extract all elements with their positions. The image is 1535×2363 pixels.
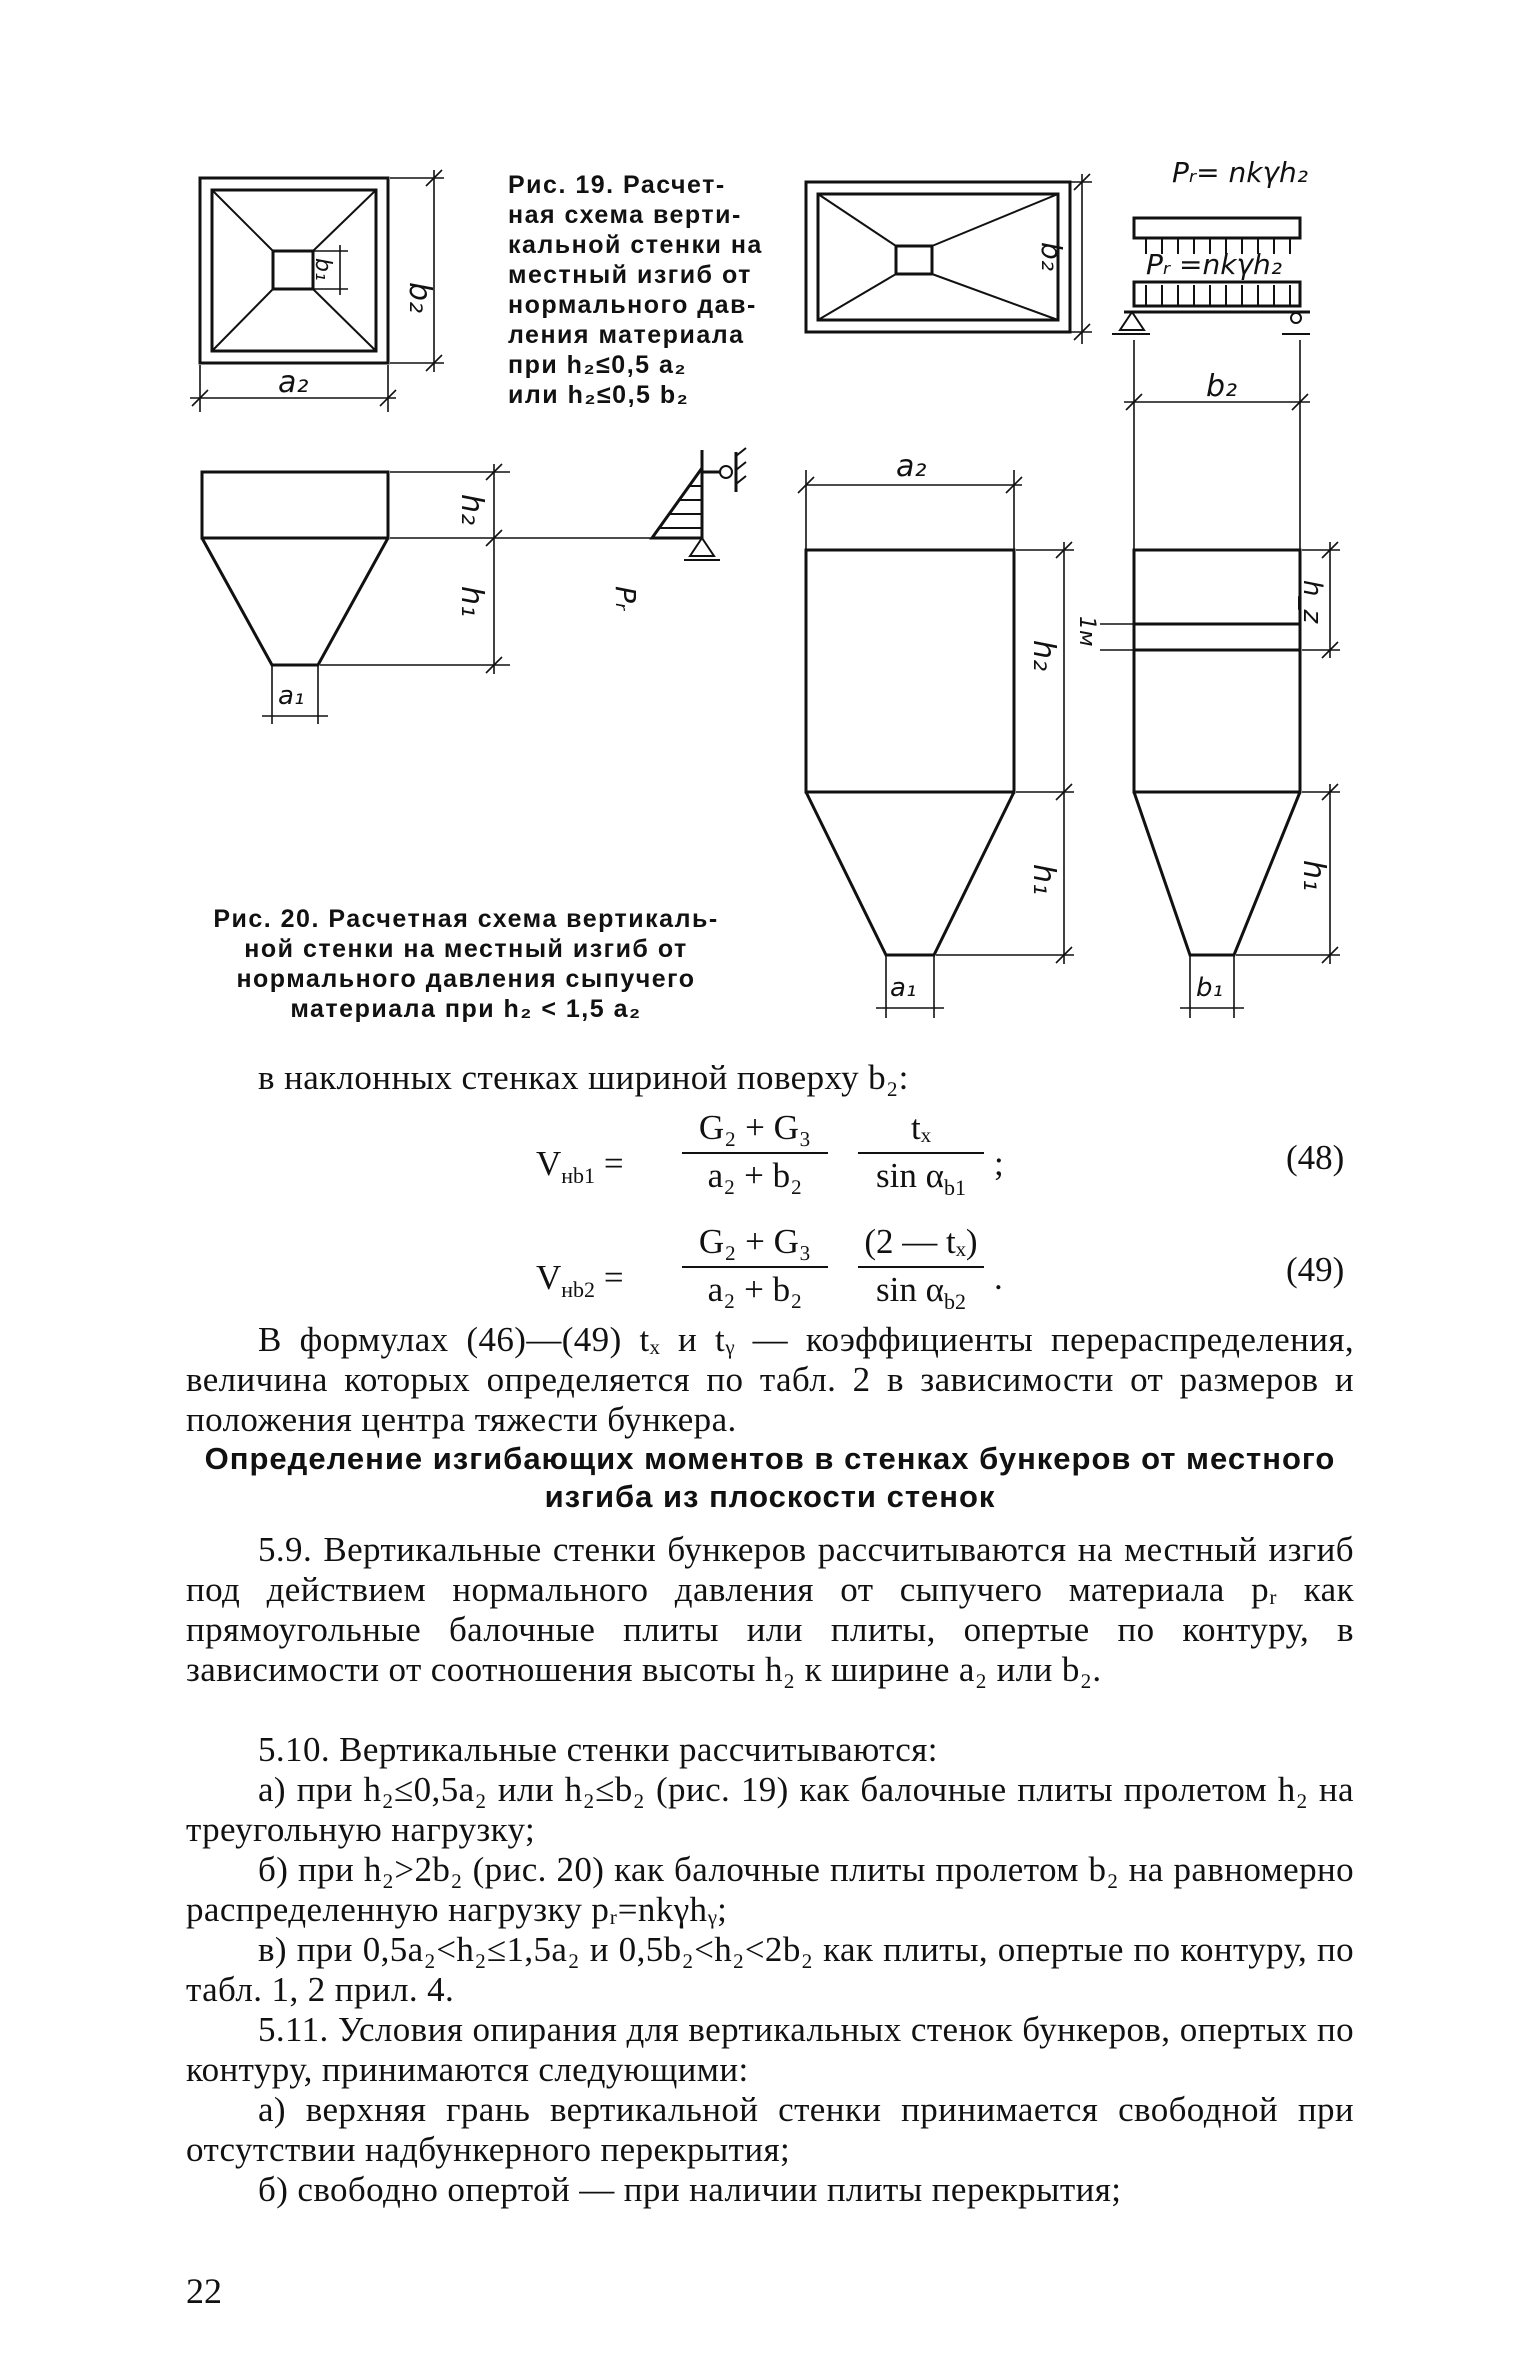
fig20-label-b2-side: b₂: [1206, 369, 1238, 404]
fig20-caption-line: нормального давления сыпучего: [236, 965, 696, 993]
eq49-number: (49): [1286, 1250, 1345, 1289]
eq48-lhs: V: [536, 1144, 562, 1183]
eq48-number: (48): [1286, 1138, 1345, 1177]
figures-drawing: [0, 0, 1535, 1050]
eq49-lhs-sub: нb2: [561, 1277, 596, 1302]
fig19-label-a2: a₂: [278, 365, 309, 400]
fig20-label-h2: h₂: [1026, 640, 1061, 672]
fig20-label-a1: a₁: [890, 973, 917, 1003]
paragraph-5-10-a: а) при h₂≤0,5a₂ или h₂≤b₂ (рис. 19) как балочные плиты пролетом h₂ на треугольную нагрузку;: [186, 1770, 1354, 1849]
fig19-caption-line: ная схема верти-: [508, 201, 742, 229]
fig19-label-b1: b₁: [310, 258, 335, 281]
eq48-num1: G₂ + G₃: [698, 1108, 812, 1147]
fig19-caption-line: при h₂≤0,5 a₂: [508, 351, 687, 379]
fig20-caption-line: Рис. 20. Расчетная схема вертикаль-: [213, 905, 719, 933]
fig20-caption-line: материала при h₂ < 1,5 a₂: [290, 995, 642, 1023]
eq48-den1: a₂ + b₂: [707, 1156, 803, 1195]
fig19-caption-line: Рис. 19. Расчет-: [508, 171, 726, 199]
fig19-caption-line: ления материала: [508, 321, 745, 349]
fig19-label-h2: h₂: [454, 494, 489, 526]
eq49-den2: sin α: [876, 1270, 944, 1309]
fig20-label-load-top: Pᵣ= nkγh₂: [1172, 156, 1308, 189]
intro-line: в наклонных стенках шириной поверху b₂:: [258, 1058, 909, 1097]
fig20-elevation-view: [798, 470, 1074, 1018]
page-number: 22: [186, 2271, 222, 2311]
fig19-caption: [508, 170, 776, 410]
fig19-caption-line: кальной стенки на: [508, 231, 763, 259]
fig20-label-h1-side: h₁: [1296, 860, 1331, 892]
paragraph-5-10: 5.10. Вертикальные стенки рассчитываются:: [258, 1730, 938, 1769]
eq49-num2: (2 — tₓ): [864, 1222, 978, 1261]
fig19-caption-line: местный изгиб от: [508, 261, 752, 289]
fig20-caption: [186, 904, 746, 1024]
eq49-den2-sub: b2: [943, 1289, 966, 1314]
eq49-lhs: V: [536, 1258, 562, 1297]
fig20-label-hz: h_z: [1297, 580, 1327, 624]
fig19-label-pr: Pᵣ: [609, 586, 642, 611]
fig19-label-a1: a₁: [278, 681, 305, 711]
eq48-den2-sub: b1: [943, 1175, 966, 1200]
paragraph-5-11: 5.11. Условия опирания для вертикальных стенок бункеров, опертых по контуру, принимаются следующими:: [186, 2010, 1354, 2089]
eq49-den1: a₂ + b₂: [707, 1270, 803, 1309]
equation-49: $V_{нb2}$ = G₂ + G₃ a₂ + b₂ (2 — tₓ) $\sin \alpha_{b2}$ . (49): [536, 1222, 1345, 1314]
eq48-num2: tₓ: [911, 1108, 931, 1147]
eq48-tail: ;: [994, 1144, 1004, 1183]
fig19-label-h1: h₁: [454, 586, 489, 618]
paragraph-formulas: В формулах (46)—(49) tₓ и tᵧ — коэффициенты перераспределения, величина которых определяется по табл. 2 в зависимости от размеров и положения центра тяжести бункера.: [186, 1320, 1354, 1439]
fig20-caption-line: ной стенки на местный изгиб от: [244, 935, 688, 963]
paragraph-5-10-b: б) при h₂>2b₂ (рис. 20) как балочные плиты пролетом b₂ на равномерно распределенную нагрузку pᵣ=nkγhᵧ;: [186, 1850, 1354, 1929]
paragraph-5-10-c: в) при 0,5a₂<h₂≤1,5a₂ и 0,5b₂<h₂<2b₂ как плиты, опертые по контуру, по табл. 1, 2 прил. 4.: [186, 1930, 1354, 2009]
section-heading: Определение изгибающих моментов в стенках бункеров от местного изгиба из плоскости стенок: [204, 1441, 1336, 1514]
fig19-caption-line: нормального дав-: [508, 291, 757, 319]
eq49-tail: .: [994, 1258, 1003, 1297]
fig20-label-1m: 1м: [1074, 616, 1099, 647]
fig20-label-b1: b₁: [1196, 973, 1223, 1003]
fig19-label-b2: b₂: [402, 282, 437, 314]
fig20-label-b2-plan: b₂: [1035, 242, 1068, 271]
fig19-caption-line: или h₂≤0,5 b₂: [508, 381, 690, 409]
eq49-num1: G₂ + G₃: [698, 1222, 812, 1261]
fig20-label-h1-mid: h₁: [1026, 864, 1061, 896]
paragraph-5-11-a: а) верхняя грань вертикальной стенки принимается свободной при отсутствии надбункерного перекрытия;: [186, 2090, 1354, 2169]
paragraph-5-9: 5.9. Вертикальные стенки бункеров рассчитываются на местный изгиб под действием нормального давления от сыпучего материала pᵣ как прямоугольные балочные плиты или плиты, опертые по контуру, в зависимости от соотношения высоты h₂ к ширине a₂ или b₂.: [186, 1530, 1354, 1689]
paragraph-5-11-b: б) свободно опертой — при наличии плиты перекрытия;: [258, 2170, 1122, 2209]
eq48-lhs-sub: нb1: [561, 1163, 596, 1188]
fig20-label-load-bottom: Pᵣ =nkγh₂: [1146, 248, 1282, 281]
fig20-label-a2: a₂: [896, 449, 927, 484]
eq48-den2: sin α: [876, 1156, 944, 1195]
equation-48: $V_{нb1}$ = G₂ + G₃ a₂ + b₂ tₓ $\sin \alpha_{b1}$ ; (48): [536, 1108, 1345, 1200]
